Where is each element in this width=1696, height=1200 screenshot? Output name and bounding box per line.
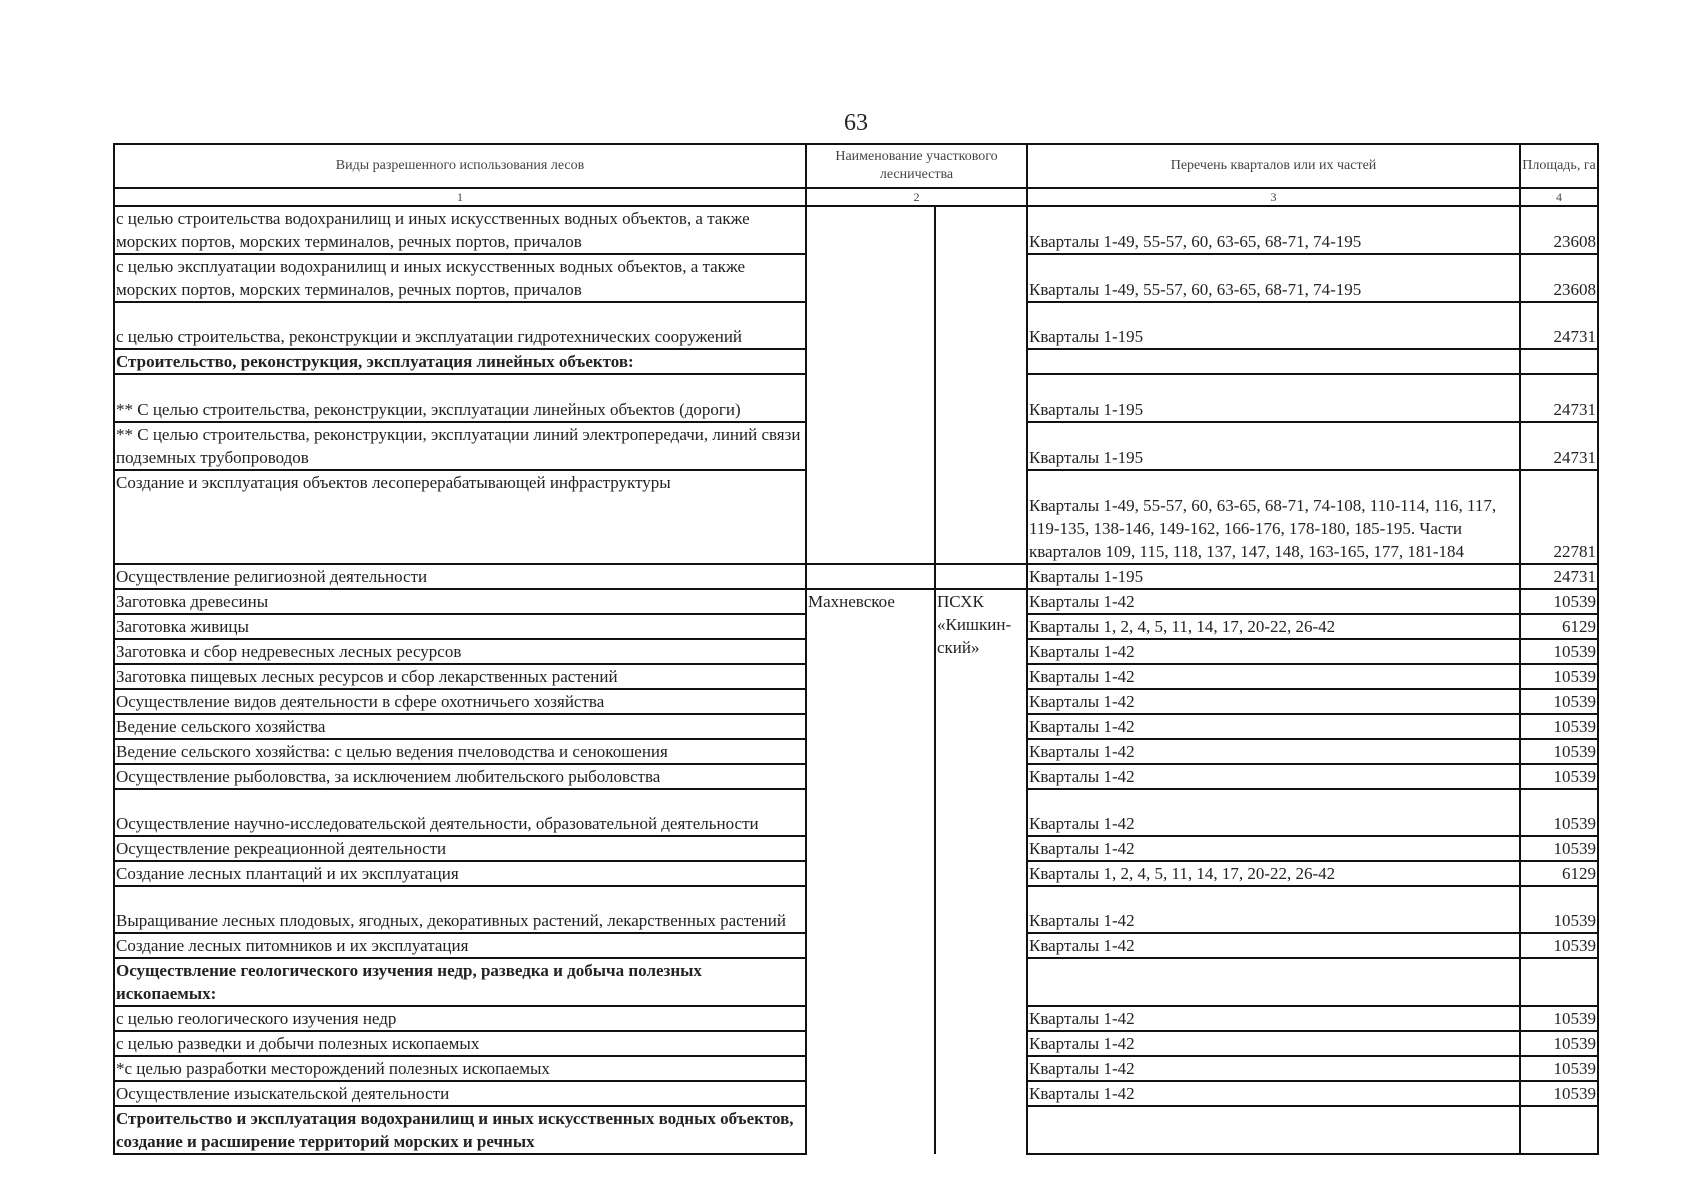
quarters-cell: Кварталы 1, 2, 4, 5, 11, 14, 17, 20-22, 26-42: [1027, 614, 1520, 639]
quarters-cell: Кварталы 1-42: [1027, 1031, 1520, 1056]
quarters-cell: [1027, 1106, 1520, 1154]
area-cell: [1520, 958, 1598, 1006]
use-cell: ** С целью строительства, реконструкции, эксплуатации линий электропередачи, линий связи подземных трубопроводов: [114, 422, 806, 470]
header-district: Наименование участкового лесничества: [806, 144, 1027, 188]
subdivision-cell-empty: [935, 564, 1027, 589]
quarters-cell: Кварталы 1-195: [1027, 302, 1520, 349]
use-cell: Заготовка живицы: [114, 614, 806, 639]
header-row: [114, 144, 1598, 188]
table-row: [114, 589, 1598, 614]
district-cell-empty: [806, 564, 935, 589]
area-cell: [1520, 1106, 1598, 1154]
use-cell: Осуществление изыскательской деятельности: [114, 1081, 806, 1106]
area-cell: 24731: [1520, 374, 1598, 422]
area-cell: 10539: [1520, 764, 1598, 789]
quarters-cell: Кварталы 1-42: [1027, 789, 1520, 836]
use-cell: Заготовка пищевых лесных ресурсов и сбор лекарственных растений: [114, 664, 806, 689]
header-quarters: Перечень кварталов или их частей: [1027, 144, 1520, 188]
area-cell: 22781: [1520, 470, 1598, 564]
area-cell: 6129: [1520, 861, 1598, 886]
area-cell: 24731: [1520, 422, 1598, 470]
column-number-2: 2: [806, 188, 1027, 206]
use-cell: с целью геологического изучения недр: [114, 1006, 806, 1031]
subdivision-name: ПСХК «Кишкин-ский»: [935, 589, 1027, 1154]
area-cell: 10539: [1520, 589, 1598, 614]
district-cell-upper: [806, 206, 935, 564]
section-heading: Осуществление геологического изучения недр, разведка и добыча полезных ископаемых:: [114, 958, 806, 1006]
use-cell: Осуществление видов деятельности в сфере охотничьего хозяйства: [114, 689, 806, 714]
use-cell: Ведение сельского хозяйства: с целью ведения пчеловодства и сенокошения: [114, 739, 806, 764]
quarters-cell: Кварталы 1-42: [1027, 1056, 1520, 1081]
quarters-cell: Кварталы 1-195: [1027, 374, 1520, 422]
use-cell: Создание лесных плантаций и их эксплуатация: [114, 861, 806, 886]
area-cell: 23608: [1520, 206, 1598, 254]
use-cell: Заготовка и сбор недревесных лесных ресурсов: [114, 639, 806, 664]
quarters-cell: Кварталы 1-42: [1027, 886, 1520, 933]
section-heading: Строительство и эксплуатация водохранилищ и иных искусственных водных объектов, создание и расширение территорий морских и речных: [114, 1106, 806, 1154]
quarters-cell: Кварталы 1-42: [1027, 639, 1520, 664]
page-number: 63: [844, 110, 868, 136]
area-cell: 10539: [1520, 664, 1598, 689]
use-cell: *с целью разработки месторождений полезных ископаемых: [114, 1056, 806, 1081]
use-cell: Создание и эксплуатация объектов лесоперерабатывающей инфраструктуры: [114, 470, 806, 564]
quarters-cell: Кварталы 1-195: [1027, 564, 1520, 589]
header-area: Площадь, га: [1520, 144, 1598, 188]
column-number-4: 4: [1520, 188, 1598, 206]
use-cell: Ведение сельского хозяйства: [114, 714, 806, 739]
district-name: Махневское: [806, 589, 935, 1154]
area-cell: 10539: [1520, 1081, 1598, 1106]
quarters-cell: Кварталы 1-42: [1027, 836, 1520, 861]
quarters-cell: Кварталы 1-49, 55-57, 60, 63-65, 68-71, 74-195: [1027, 254, 1520, 302]
quarters-cell: Кварталы 1-42: [1027, 689, 1520, 714]
area-cell: 10539: [1520, 1031, 1598, 1056]
use-cell: Осуществление рекреационной деятельности: [114, 836, 806, 861]
use-cell: Осуществление научно-исследовательской деятельности, образовательной деятельности: [114, 789, 806, 836]
area-cell: 6129: [1520, 614, 1598, 639]
use-cell: с целью эксплуатации водохранилищ и иных искусственных водных объектов, а также морских портов, морских терминалов, речных портов, причалов: [114, 254, 806, 302]
use-cell: Выращивание лесных плодовых, ягодных, декоративных растений, лекарственных растений: [114, 886, 806, 933]
area-cell: 10539: [1520, 689, 1598, 714]
quarters-cell: [1027, 958, 1520, 1006]
area-cell: 10539: [1520, 714, 1598, 739]
quarters-cell: Кварталы 1-42: [1027, 1006, 1520, 1031]
quarters-cell: [1027, 349, 1520, 374]
use-cell: Создание лесных питомников и их эксплуатация: [114, 933, 806, 958]
quarters-cell: Кварталы 1-42: [1027, 933, 1520, 958]
forest-use-table: [113, 143, 1599, 1155]
use-cell: с целью разведки и добычи полезных ископаемых: [114, 1031, 806, 1056]
area-cell: 10539: [1520, 739, 1598, 764]
section-heading: Строительство, реконструкция, эксплуатация линейных объектов:: [114, 349, 806, 374]
quarters-cell: Кварталы 1-42: [1027, 714, 1520, 739]
table-row: [114, 564, 1598, 589]
use-cell: с целью строительства водохранилищ и иных искусственных водных объектов, а также морских портов, морских терминалов, речных портов, причалов: [114, 206, 806, 254]
quarters-cell: Кварталы 1-42: [1027, 739, 1520, 764]
area-cell: 10539: [1520, 933, 1598, 958]
use-cell: ** С целью строительства, реконструкции, эксплуатации линейных объектов (дороги): [114, 374, 806, 422]
area-cell: 10539: [1520, 789, 1598, 836]
subdivision-cell-upper: [935, 206, 1027, 564]
quarters-cell: Кварталы 1-42: [1027, 589, 1520, 614]
area-cell: 10539: [1520, 1006, 1598, 1031]
use-cell: Заготовка древесины: [114, 589, 806, 614]
column-number-row: [114, 188, 1598, 206]
area-cell: 10539: [1520, 886, 1598, 933]
quarters-cell: Кварталы 1-195: [1027, 422, 1520, 470]
use-cell: с целью строительства, реконструкции и эксплуатации гидротехнических сооружений: [114, 302, 806, 349]
area-cell: 10539: [1520, 836, 1598, 861]
quarters-cell: Кварталы 1-42: [1027, 664, 1520, 689]
table-row: [114, 206, 1598, 254]
quarters-cell: Кварталы 1-49, 55-57, 60, 63-65, 68-71, 74-195: [1027, 206, 1520, 254]
area-cell: 23608: [1520, 254, 1598, 302]
quarters-cell: Кварталы 1-42: [1027, 764, 1520, 789]
area-cell: 10539: [1520, 639, 1598, 664]
area-cell: 10539: [1520, 1056, 1598, 1081]
use-cell: Осуществление религиозной деятельности: [114, 564, 806, 589]
quarters-cell: Кварталы 1-49, 55-57, 60, 63-65, 68-71, 74-108, 110-114, 116, 117, 119-135, 138-146, 149-162, 166-176, 178-180, 185-195. Части кварталов 109, 115, 118, 137, 147, 148, 163-165, 177, 181-184: [1027, 470, 1520, 564]
area-cell: 24731: [1520, 302, 1598, 349]
area-cell: 24731: [1520, 564, 1598, 589]
use-cell: Осуществление рыболовства, за исключением любительского рыболовства: [114, 764, 806, 789]
quarters-cell: Кварталы 1, 2, 4, 5, 11, 14, 17, 20-22, 26-42: [1027, 861, 1520, 886]
header-uses: Виды разрешенного использования лесов: [114, 144, 806, 188]
area-cell: [1520, 349, 1598, 374]
column-number-1: 1: [114, 188, 806, 206]
column-number-3: 3: [1027, 188, 1520, 206]
quarters-cell: Кварталы 1-42: [1027, 1081, 1520, 1106]
